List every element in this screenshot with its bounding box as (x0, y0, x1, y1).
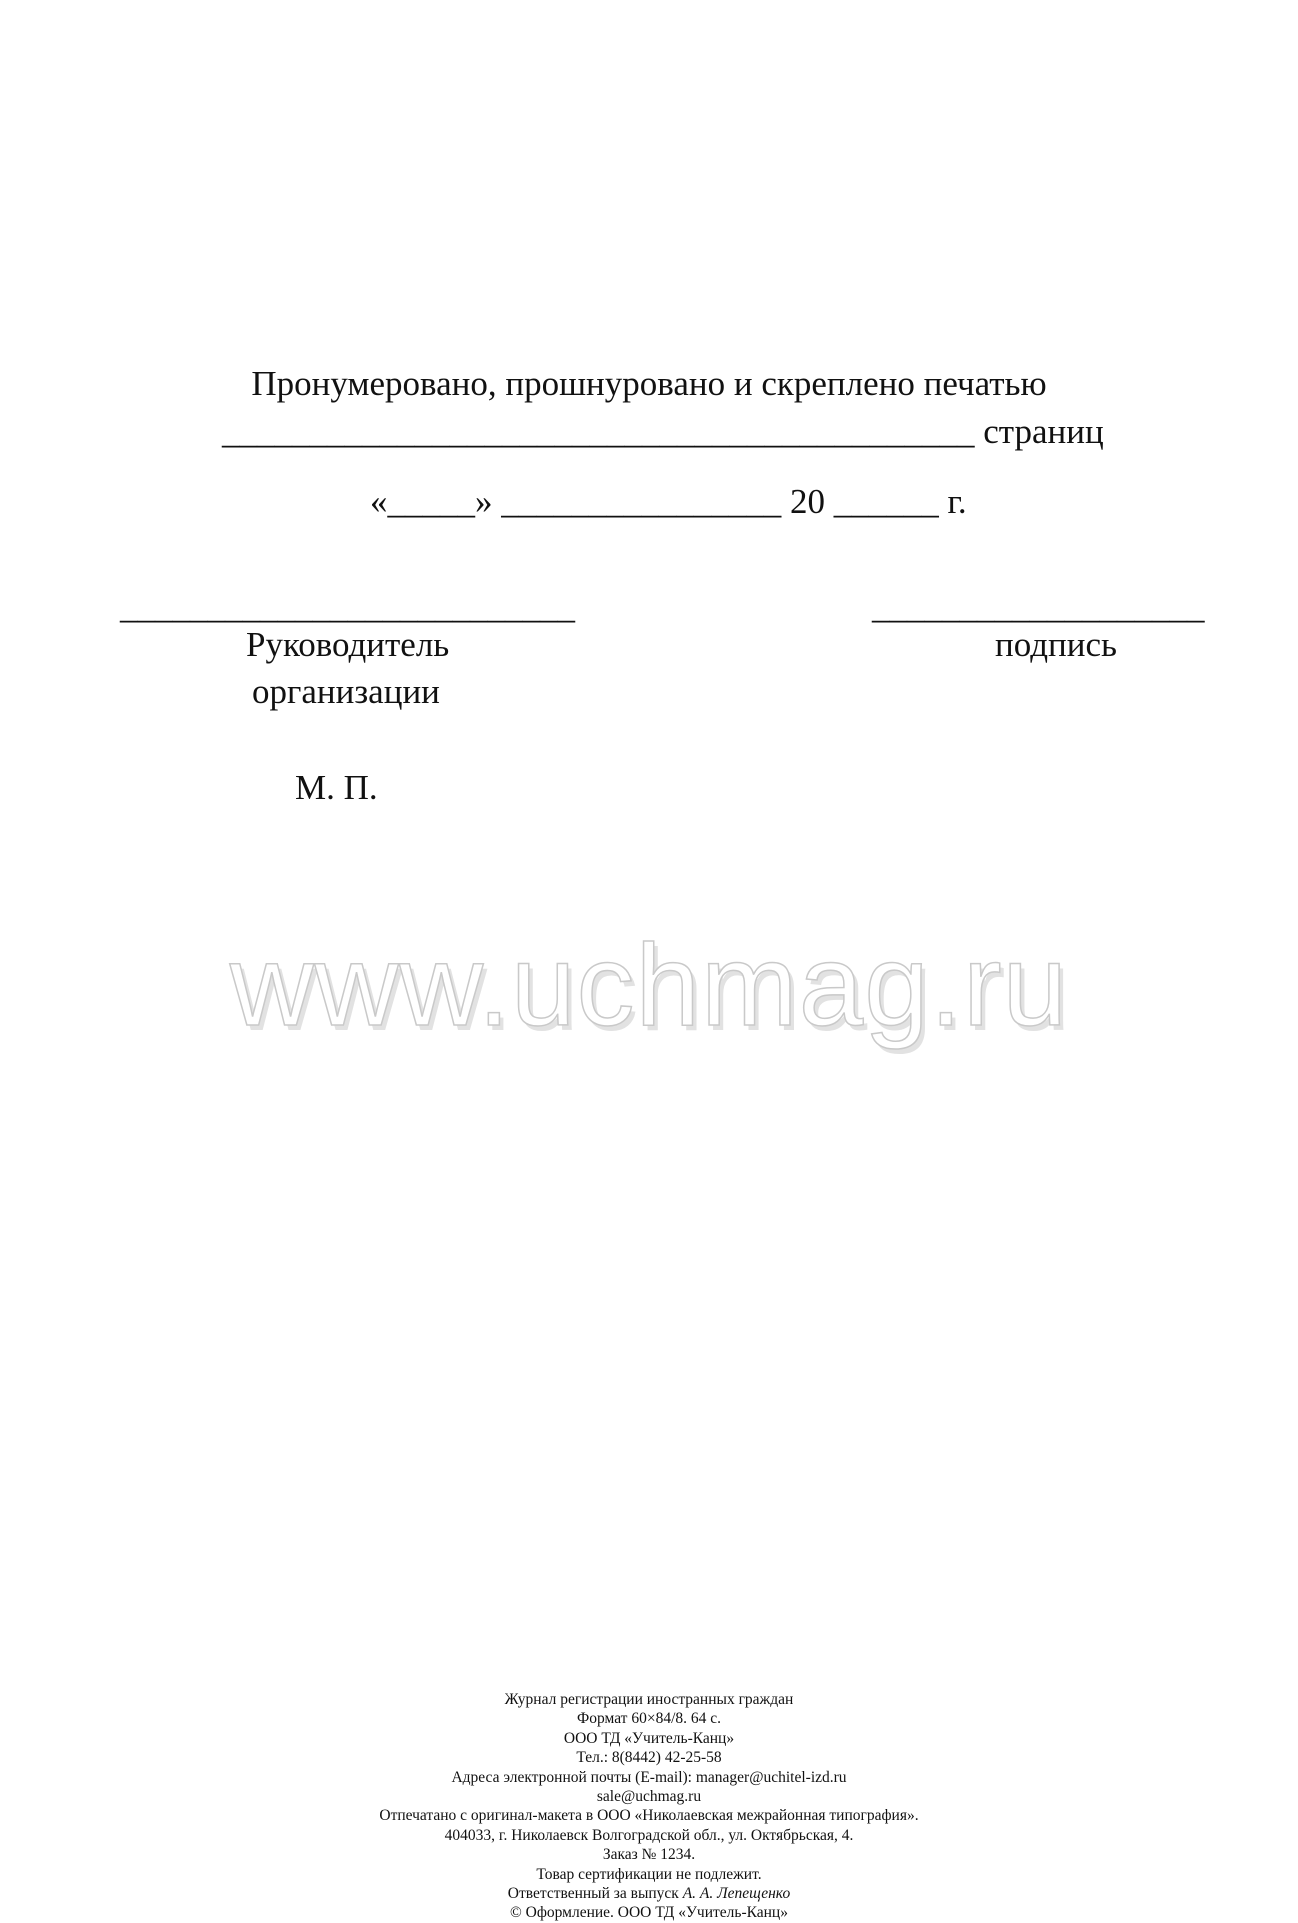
manager-label-line2: организации (252, 672, 440, 711)
imprint-printed-at: Отпечатано с оригинал-макета в ООО «Николаевская межрайонная типография». (379, 1807, 919, 1825)
signature-label: подпись (995, 625, 1117, 664)
certification-text: Пронумеровано, прошнуровано и скреплено печатью (251, 364, 1047, 403)
watermark: www.uchmag.ru (229, 920, 1069, 1050)
date-line: «_____» ________________ 20 ______ г. (370, 482, 967, 521)
imprint-phone: Тел.: 8(8442) 42-25-58 (576, 1749, 722, 1767)
imprint-publisher: ООО ТД «Учитель-Канц» (563, 1729, 735, 1747)
imprint-block (0, 1690, 1298, 1923)
imprint-certification-note: Товар сертификации не подлежит. (536, 1865, 762, 1883)
imprint-email-line: Адреса электронной почты (E-mail): manager@uchitel-izd.ru (451, 1768, 847, 1786)
pages-count-line: ___________________________________________ страниц (222, 412, 1104, 451)
manager-label-line1: Руководитель (246, 625, 450, 664)
imprint-order: Заказ № 1234. (602, 1846, 696, 1864)
imprint-copyright: © Оформление. ООО ТД «Учитель-Канц» (510, 1904, 788, 1922)
imprint-responsible-name: А. А. Лепещенко (682, 1885, 791, 1903)
imprint-title: Журнал регистрации иностранных граждан (504, 1691, 794, 1708)
manager-signature-blank: __________________________ (120, 587, 575, 626)
stamp-place-label: М. П. (295, 768, 378, 807)
signature-blank: ___________________ (872, 587, 1205, 626)
imprint-responsible (0, 1884, 1298, 1903)
imprint-email2: sale@uchmag.ru (596, 1788, 702, 1806)
imprint-responsible-label: Ответственный за выпуск (507, 1885, 679, 1903)
imprint-format: Формат 60×84/8. 64 с. (576, 1710, 722, 1728)
imprint-address: 404033, г. Николаевск Волгоградской обл., ул. Октябрьская, 4. (444, 1826, 854, 1844)
